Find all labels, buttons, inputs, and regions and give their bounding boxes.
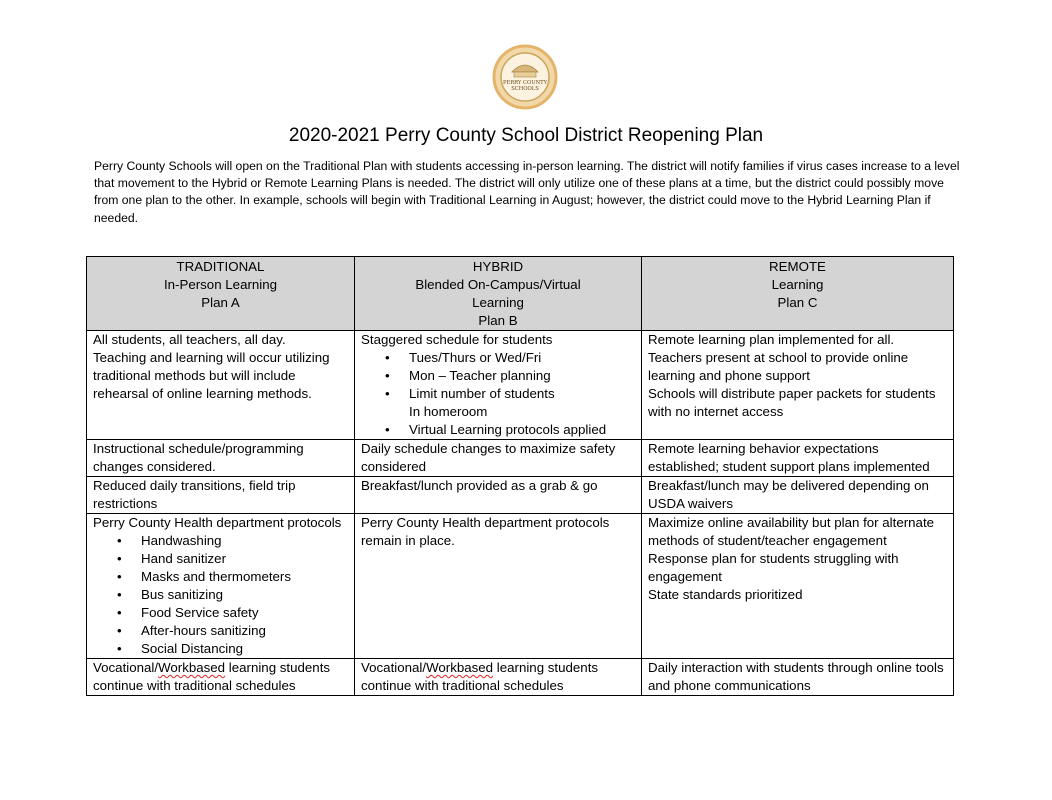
cell-hybrid: Breakfast/lunch provided as a grab & go bbox=[355, 477, 642, 514]
cell-hybrid: Daily schedule changes to maximize safety considered bbox=[355, 440, 642, 477]
header-remote bbox=[642, 257, 954, 331]
cell-traditional: Vocational/Workbased learning students continue with traditional schedules bbox=[87, 659, 355, 696]
cell-remote: Breakfast/lunch may be delivered depending on USDA waivers bbox=[642, 477, 954, 514]
list-item: • After-hours sanitizing bbox=[93, 622, 348, 640]
cell-text: Staggered schedule for students bbox=[361, 332, 553, 347]
header-label: Learning bbox=[472, 295, 524, 310]
page-title: 2020-2021 Perry County School District Reopening Plan bbox=[288, 125, 764, 146]
cell-text: State standards prioritized bbox=[648, 587, 803, 602]
table-header-row bbox=[87, 257, 954, 331]
list-item: • Food Service safety bbox=[93, 604, 348, 622]
header-hybrid bbox=[355, 257, 642, 331]
list-item: • Hand sanitizer bbox=[93, 550, 348, 568]
cell-text: Schools will distribute paper packets for students with no internet access bbox=[648, 386, 936, 419]
cell-remote: Remote learning behavior expectations established; student support plans implemented bbox=[642, 440, 954, 477]
cell-text: Maximize online availability but plan for alternate methods of student/teacher engagement bbox=[648, 515, 935, 548]
list-item: • Mon – Teacher planning bbox=[361, 367, 635, 385]
header-label: Plan A bbox=[201, 295, 240, 310]
intro-paragraph: Perry County Schools will open on the Traditional Plan with students accessing in-person learning. The district will notify families if virus cases increase to a level that movement to the Hybrid or Remote Learning Plans is needed. The district will only utilize one of these plans at a time, but the district could possibly move from one plan to the other. In example, schools will begin with Traditional Learning in August; however, the district could move to the Hybrid Learning Plan if needed. bbox=[94, 159, 960, 225]
header-label: TRADITIONAL bbox=[176, 259, 265, 274]
header-traditional bbox=[87, 257, 355, 331]
list-item: • Social Distancing bbox=[93, 640, 348, 658]
district-logo bbox=[492, 44, 558, 110]
list-item: • Limit number of students In homeroom bbox=[361, 385, 635, 421]
cell-remote bbox=[642, 514, 954, 659]
cell-traditional bbox=[87, 331, 355, 440]
table-row bbox=[87, 514, 954, 659]
cell-text: Teaching and learning will occur utilizing traditional methods but will include rehearsal of online learning methods. bbox=[93, 350, 330, 401]
reopening-plan-table bbox=[86, 256, 954, 696]
cell-hybrid: Vocational/Workbased learning students continue with traditional schedules bbox=[355, 659, 642, 696]
table-row bbox=[87, 477, 954, 514]
spellcheck-underlined-word: Workbased bbox=[426, 660, 494, 675]
cell-hybrid bbox=[355, 331, 642, 440]
table-row bbox=[87, 440, 954, 477]
cell-text: Teachers present at school to provide online learning and phone support bbox=[648, 350, 909, 383]
header-label: Plan C bbox=[777, 295, 818, 310]
cell-remote: Daily interaction with students through online tools and phone communications bbox=[642, 659, 954, 696]
header-label: HYBRID bbox=[472, 259, 524, 274]
spellcheck-underlined-word: Workbased bbox=[158, 660, 226, 675]
logo-text-top: PERRY COUNTY bbox=[502, 80, 548, 86]
cell-text: Perry County Health department protocols bbox=[93, 515, 342, 530]
bullet-subtext: In homeroom bbox=[409, 404, 488, 419]
header-label: Plan B bbox=[478, 313, 518, 328]
logo-text-bottom: SCHOOLS bbox=[511, 86, 539, 92]
cell-traditional bbox=[87, 514, 355, 659]
cell-traditional: Reduced daily transitions, field trip restrictions bbox=[87, 477, 355, 514]
header-label: Learning bbox=[771, 277, 824, 292]
list-item: • Virtual Learning protocols applied bbox=[361, 421, 635, 439]
list-item: • Tues/Thurs or Wed/Fri bbox=[361, 349, 635, 367]
cell-remote bbox=[642, 331, 954, 440]
header-label: Blended On-Campus/Virtual bbox=[415, 277, 581, 292]
table-row bbox=[87, 659, 954, 696]
cell-text: Remote learning plan implemented for all. bbox=[648, 332, 895, 347]
header-label: In-Person Learning bbox=[163, 277, 278, 292]
cell-traditional: Instructional schedule/programming changes considered. bbox=[87, 440, 355, 477]
health-protocol-list bbox=[93, 532, 348, 658]
list-item: • Masks and thermometers bbox=[93, 568, 348, 586]
cell-hybrid: Perry County Health department protocols remain in place. bbox=[355, 514, 642, 659]
cell-text: Response plan for students struggling with engagement bbox=[648, 551, 899, 584]
list-item: • Handwashing bbox=[93, 532, 348, 550]
table-row bbox=[87, 331, 954, 440]
list-item: • Bus sanitizing bbox=[93, 586, 348, 604]
hybrid-bullet-list bbox=[361, 349, 635, 439]
cell-text: All students, all teachers, all day. bbox=[93, 332, 286, 347]
header-label: REMOTE bbox=[769, 259, 826, 274]
perry-county-seal-icon bbox=[492, 44, 558, 110]
